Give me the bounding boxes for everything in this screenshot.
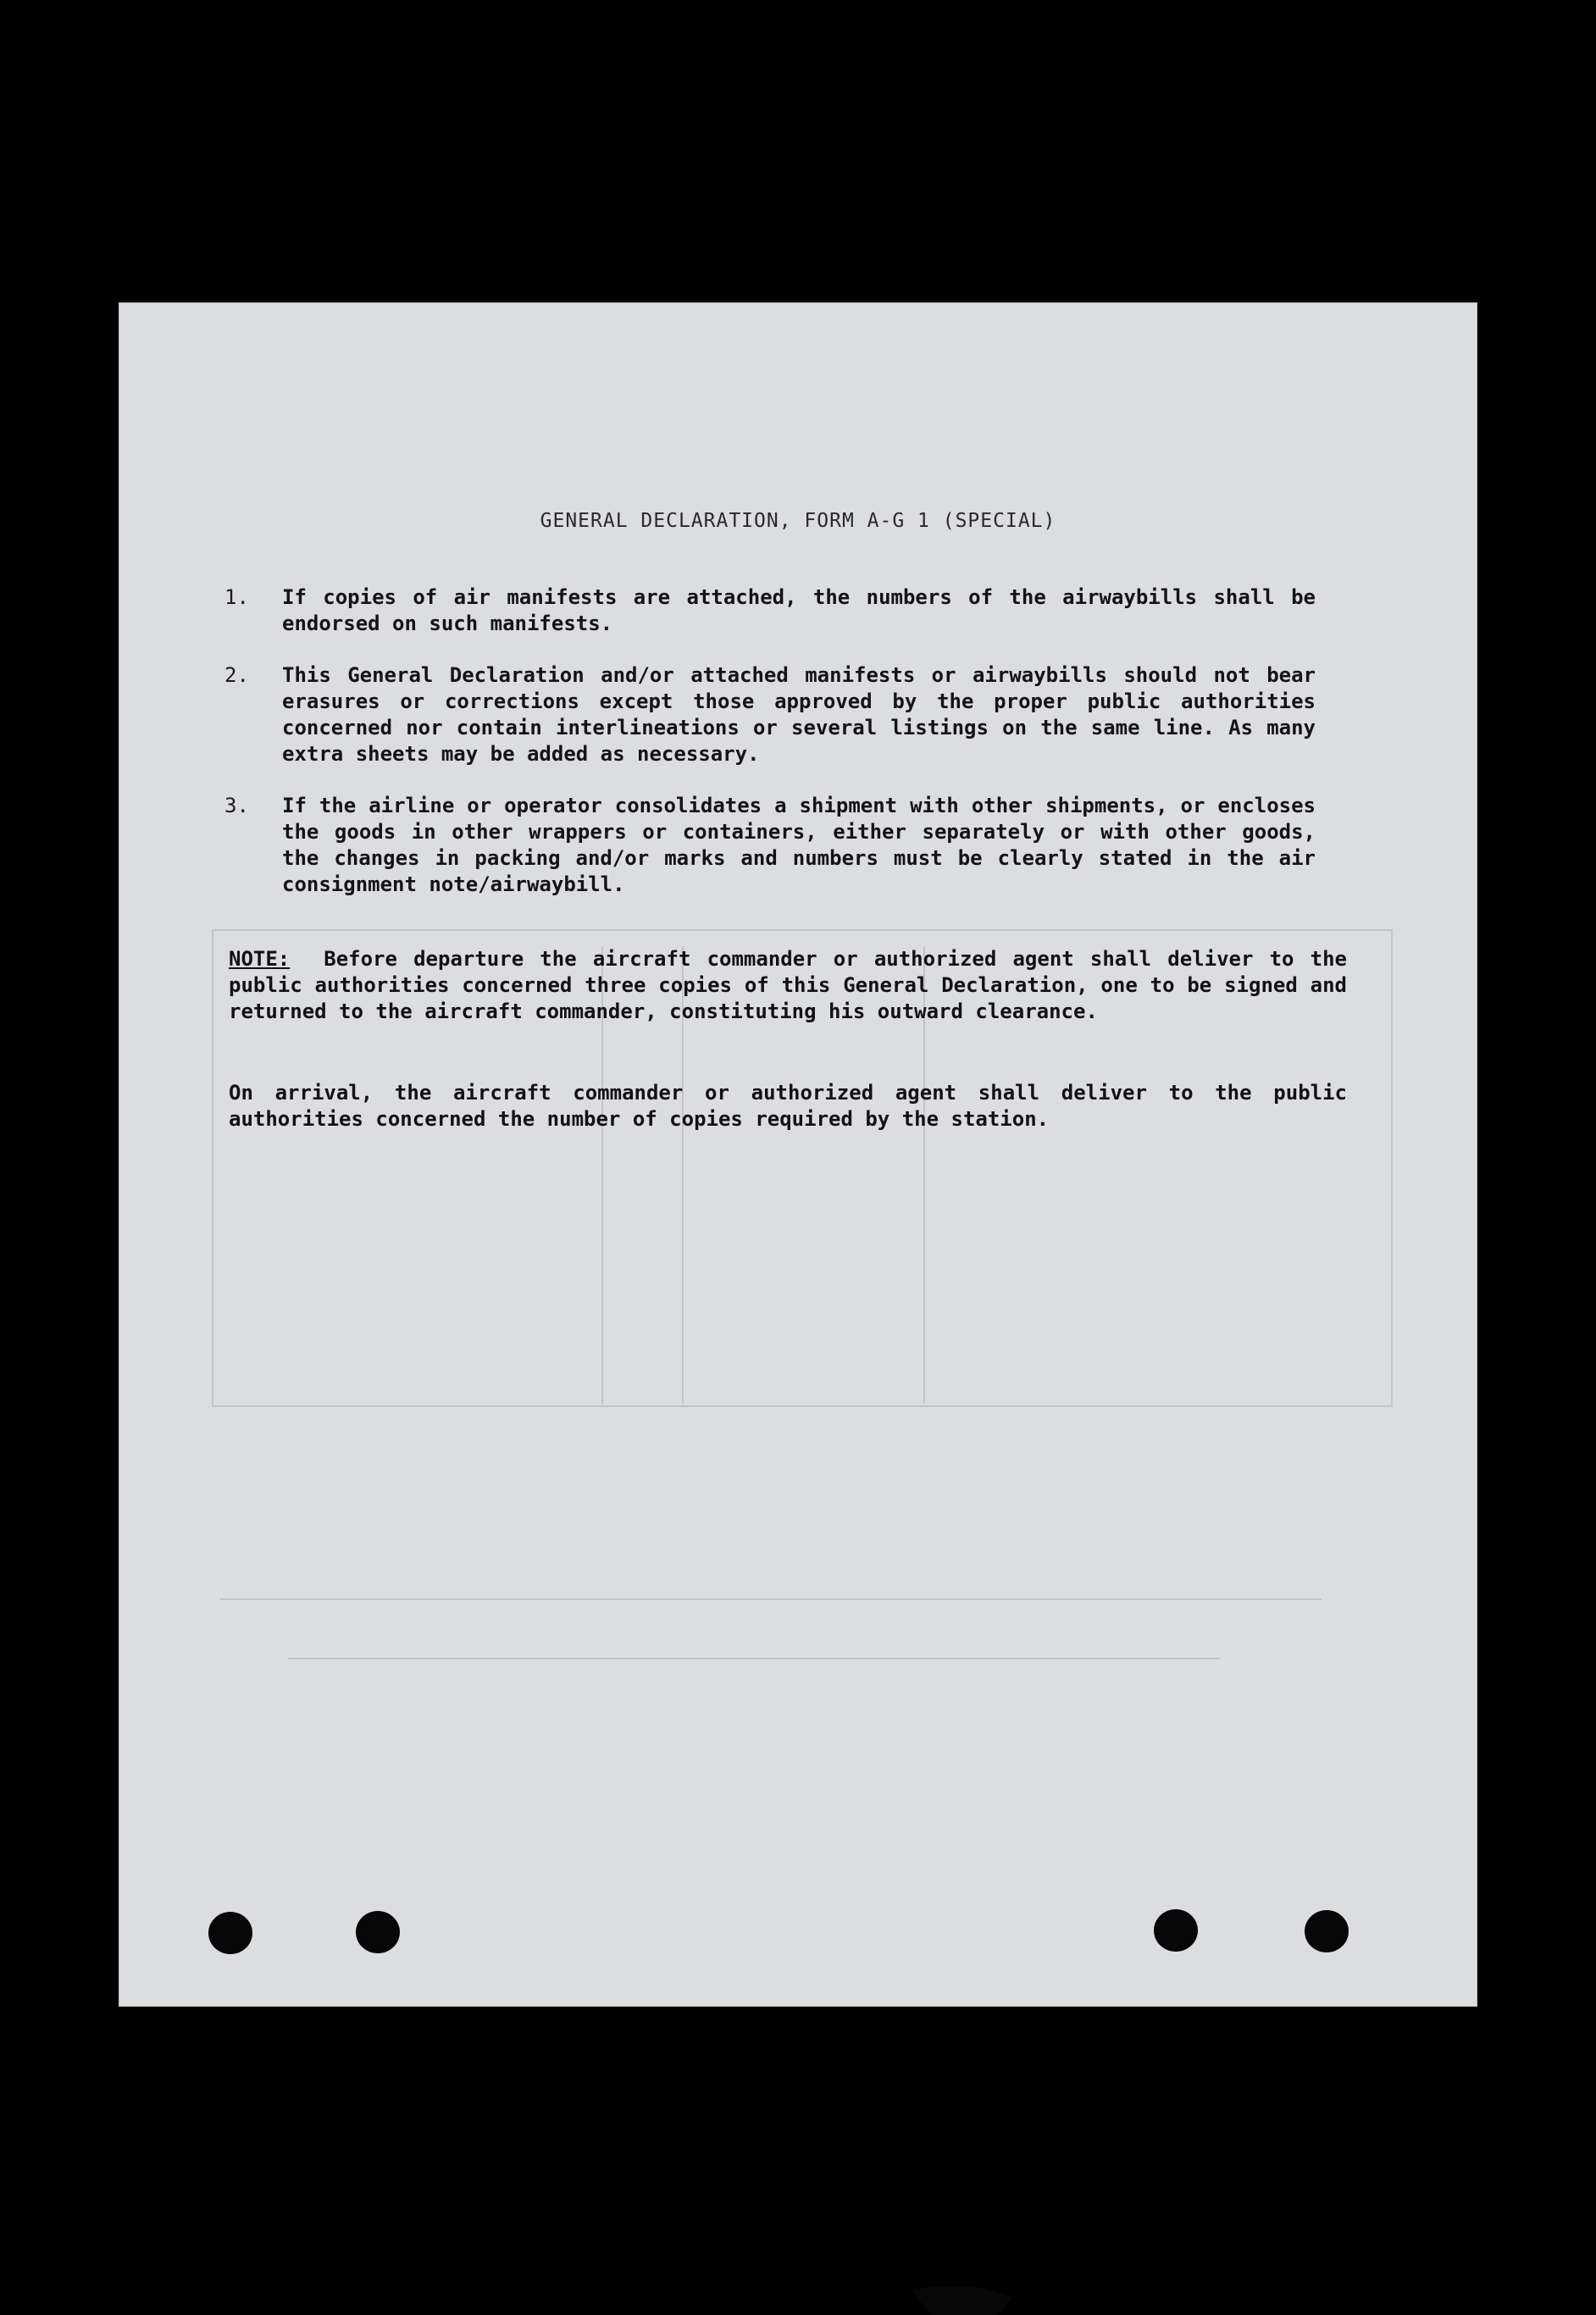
item-number: 1. <box>224 585 249 609</box>
bleed-through-heading <box>508 1789 526 1830</box>
note-label: NOTE: <box>229 947 291 971</box>
item-text: If the airline or operator consolidates a shipment with other shipments, or encloses the goods in other wrappers or containers, either separately or with other goods, the changes in packing and/or marks and numbers must be clearly stated in the air consignment note/airwaybill. <box>282 794 1316 896</box>
bleed-through-line <box>288 1658 1220 1659</box>
list-item <box>224 584 1470 637</box>
item-number: 3. <box>224 794 249 817</box>
item-text: This General Declaration and/or attached manifests or airwaybills should not bear erasures or corrections except those approved by the proper public authorities concerned nor contain interlineations or several listings on the same line. As many extra sheets may be added as necessary. <box>282 663 1316 766</box>
arrival-paragraph: On arrival, the aircraft commander or authorized agent shall deliver to the public authorities concerned the number of copies required by the station. <box>229 1081 1347 1131</box>
note-paragraph <box>229 946 1347 1025</box>
item-text: If copies of air manifests are attached, the numbers of the airwaybills shall be endorsed on such manifests. <box>282 585 1316 635</box>
instruction-list <box>224 584 1470 923</box>
punch-hole <box>356 1911 400 1953</box>
item-number: 2. <box>224 663 249 687</box>
torn-notch <box>911 2286 1012 2315</box>
list-item <box>224 662 1470 767</box>
punch-hole <box>1154 1909 1198 1952</box>
punch-hole <box>208 1912 252 1954</box>
note-text: Before departure the aircraft commander or authorized agent shall deliver to the public authorities concerned three copies of this General Declaration, one to be signed and returned to the aircraft commander, constituting his outward clearance. <box>229 947 1347 1023</box>
page-title: GENERAL DECLARATION, FORM A-G 1 (SPECIAL) <box>540 510 1056 532</box>
document-page <box>119 302 1477 2007</box>
punch-hole <box>1305 1910 1349 1952</box>
bleed-through-line <box>220 1598 1322 1600</box>
list-item <box>224 793 1470 898</box>
